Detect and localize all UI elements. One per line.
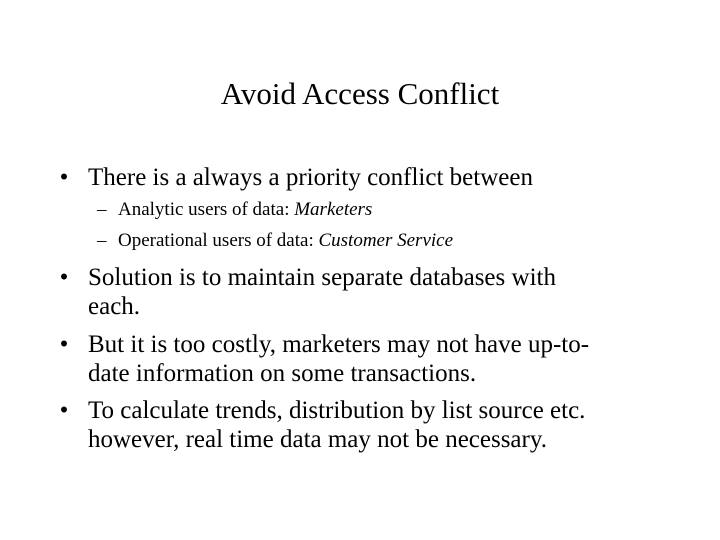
bullet-line: however, real time data may not be necessary. [88,426,547,453]
sub-bullet-operational-users [97,229,697,253]
sub-bullet-emphasis: Customer Service [318,230,454,251]
sub-bullet-marker: – [97,230,107,251]
bullet-line: But it is too costly, marketers may not have up-to- [88,331,590,358]
bullet-text [88,330,688,388]
sub-bullet-emphasis: Marketers [294,199,373,220]
bullet-marker: • [59,397,69,424]
bullet-marker: • [59,331,69,358]
bullet-text [88,396,688,454]
sub-bullet-text: Analytic users of data: [118,199,295,220]
bullet-text: There is a always a priority conflict between [88,164,533,191]
bullet-text [88,263,688,321]
sub-bullet-text: Operational users of data: [118,230,319,251]
bullet-line: date information on some transactions. [88,360,477,387]
bullet-line: each. [88,293,141,320]
sub-bullet-analytic-users [97,198,697,222]
bullet-line: To calculate trends, distribution by list source etc. [88,397,586,424]
bullet-marker: • [59,264,69,291]
sub-bullet-marker: – [97,199,107,220]
bullet-marker: • [59,164,69,191]
bullet-line: Solution is to maintain separate databases with [88,264,556,291]
slide-title: Avoid Access Conflict [220,76,500,111]
